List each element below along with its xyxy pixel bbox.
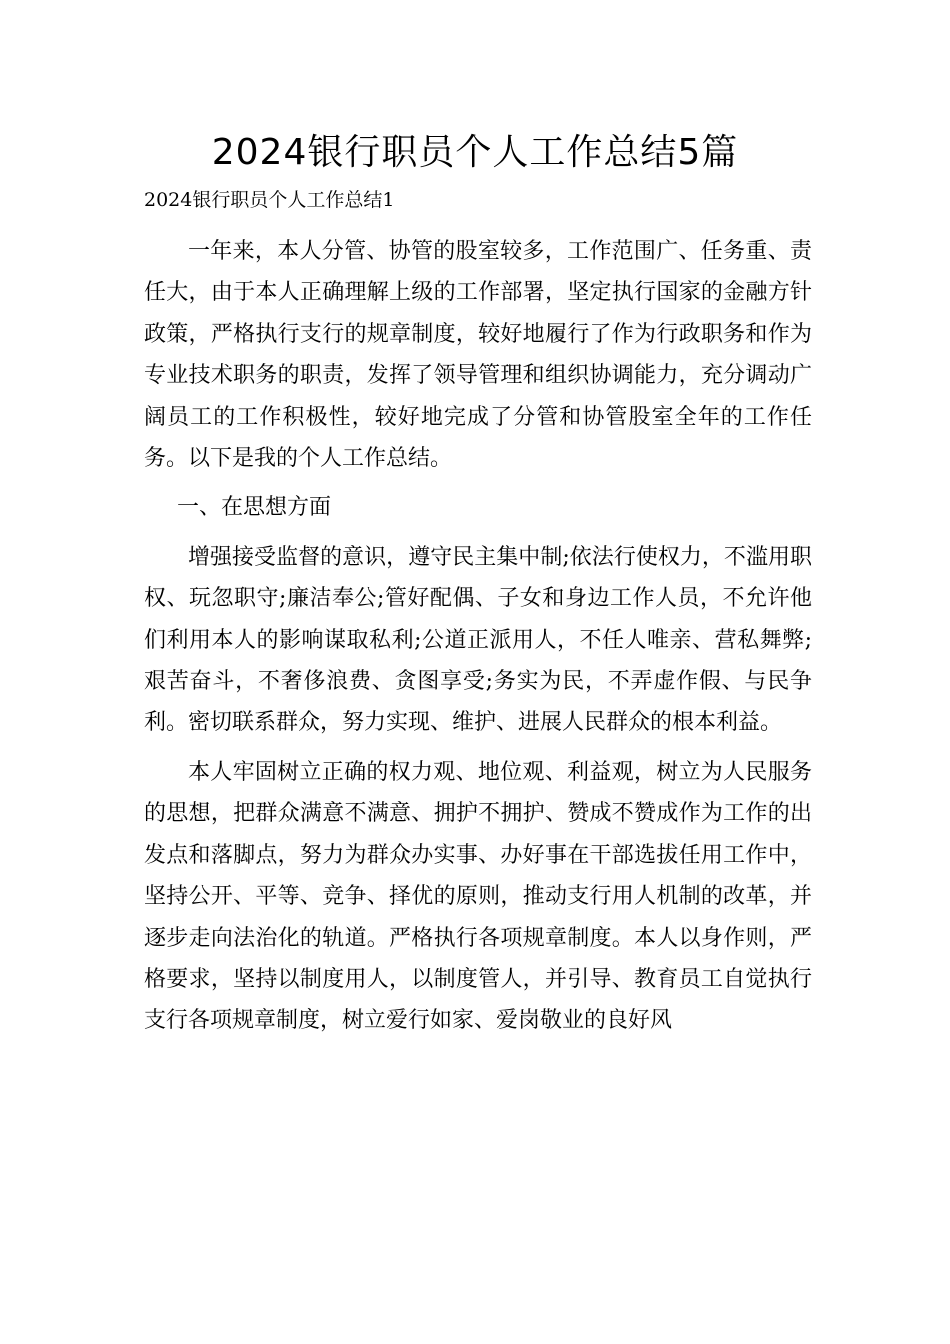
document-title: 2024银行职员个人工作总结5篇 — [211, 132, 739, 173]
paragraph-values: 本人牢固树立正确的权力观、地位观、利益观，树立为人民服务的思想，把群众满意不满意、拥护不拥护、赞成不赞成作为工作的出发点和落脚点，努力为群众办实事、办好事在干部选拔任用工作中，坚持公开、平等、竞争、择优的原则，推动支行用人机制的改革，并逐步走向法治化的轨道。严格执行各项规章制度。本人以身作则，严格要求，坚持以制度用人，以制度管人，并引导、教育员工自觉执行支行各项规章制度，树立爱行如家、爱岗敬业的良好风 — [144, 759, 812, 1034]
section-heading-thought: 一、在思想方面 — [177, 495, 332, 521]
section-subtitle: 2024银行职员个人工作总结1 — [144, 189, 395, 211]
document-body — [144, 183, 812, 1050]
paragraph-intro: 一年来，本人分管、协管的股室较多，工作范围广、任务重、责任大，由于本人正确理解上级的工作部署，坚定执行国家的金融方针政策，严格执行支行的规章制度，较好地履行了作为行政职务和作为专业技术职务的职责，发挥了领导管理和组织协调能力，充分调动广阔员工的工作积极性，较好地完成了分管和协管股室全年的工作任务。以下是我的个人工作总结。 — [144, 239, 812, 472]
paragraph-supervision: 增强接受监督的意识，遵守民主集中制;依法行使权力，不滥用职权、玩忽职守;廉洁奉公;管好配偶、子女和身边工作人员，不允许他们利用本人的影响谋取私利;公道正派用人，不任人唯亲、营私舞弊;艰苦奋斗，不奢侈浪费、贪图享受;务实为民，不弄虚作假、与民争利。密切联系群众，努力实现、维护、进展人民群众的根本利益。 — [144, 544, 812, 736]
